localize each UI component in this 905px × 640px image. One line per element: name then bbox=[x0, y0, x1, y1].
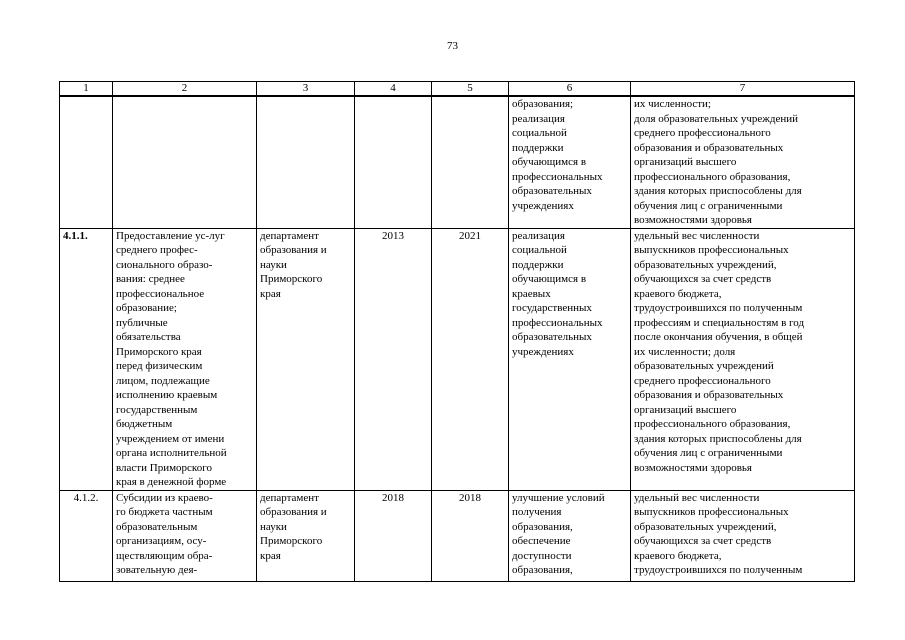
table-header-row bbox=[60, 82, 855, 97]
end-year: 2018 bbox=[432, 490, 509, 581]
indicator: удельный вес численности выпускников профессиональных образовательных учреждений, обучающихся за счет средств краевого бюджета, трудоустроившихся по полученным bbox=[631, 490, 855, 581]
expected-result: образования; реализация социальной поддержки обучающимся в профессиональных образовательных учреждениях bbox=[509, 96, 631, 228]
row-number: 4.1.1. bbox=[60, 228, 113, 490]
end-year: 2021 bbox=[432, 228, 509, 490]
expected-result: реализация социальной поддержки обучающимся в краевых государственных профессиональных образовательных учреждениях bbox=[509, 228, 631, 490]
table-row bbox=[60, 228, 855, 490]
page-number: 73 bbox=[447, 40, 458, 52]
start-year bbox=[355, 96, 432, 228]
column-header: 4 bbox=[355, 82, 432, 97]
column-header: 3 bbox=[257, 82, 355, 97]
indicator: удельный вес численности выпускников профессиональных образовательных учреждений, обучающихся за счет средств краевого бюджета, трудоустроившихся по полученным профессиям и специальностям в год после окончания обучения, в общей их численности; доля образовательных учреждений среднего профессионального образования и образовательных организаций высшего профессионального образования, здания которых приспособлены для обучения лиц с ограниченными возможностями здоровья bbox=[631, 228, 855, 490]
executor: департамент образования и науки Приморского края bbox=[257, 490, 355, 581]
row-number bbox=[60, 96, 113, 228]
table-row bbox=[60, 490, 855, 581]
expected-result: улучшение условий получения образования, обеспечение доступности образования, bbox=[509, 490, 631, 581]
column-header: 2 bbox=[113, 82, 257, 97]
column-header: 7 bbox=[631, 82, 855, 97]
column-header: 1 bbox=[60, 82, 113, 97]
executor bbox=[257, 96, 355, 228]
column-header: 6 bbox=[509, 82, 631, 97]
column-header: 5 bbox=[432, 82, 509, 97]
measure-name bbox=[113, 96, 257, 228]
start-year: 2013 bbox=[355, 228, 432, 490]
measure-name: Предоставление ус-луг среднего профес- сионального образо- вания: среднее профессиональное образование; публичные обязательства Приморского края перед физическим лицом, подлежащие исполнению краевым государственным бюджетным учреждением от имени органа исполнительной власти Приморского края в денежной форме bbox=[113, 228, 257, 490]
table-row bbox=[60, 96, 855, 228]
measure-name: Субсидии из краево- го бюджета частным образовательным организациям, осу- ществляющим обра- зовательную дея- bbox=[113, 490, 257, 581]
executor: департамент образования и науки Приморского края bbox=[257, 228, 355, 490]
indicator: их численности; доля образовательных учреждений среднего профессионального образования и образовательных организаций высшего профессионального образования, здания которых приспособлены для обучения лиц с ограниченными возможностями здоровья bbox=[631, 96, 855, 228]
start-year: 2018 bbox=[355, 490, 432, 581]
end-year bbox=[432, 96, 509, 228]
row-number: 4.1.2. bbox=[60, 490, 113, 581]
measures-table bbox=[59, 81, 855, 582]
